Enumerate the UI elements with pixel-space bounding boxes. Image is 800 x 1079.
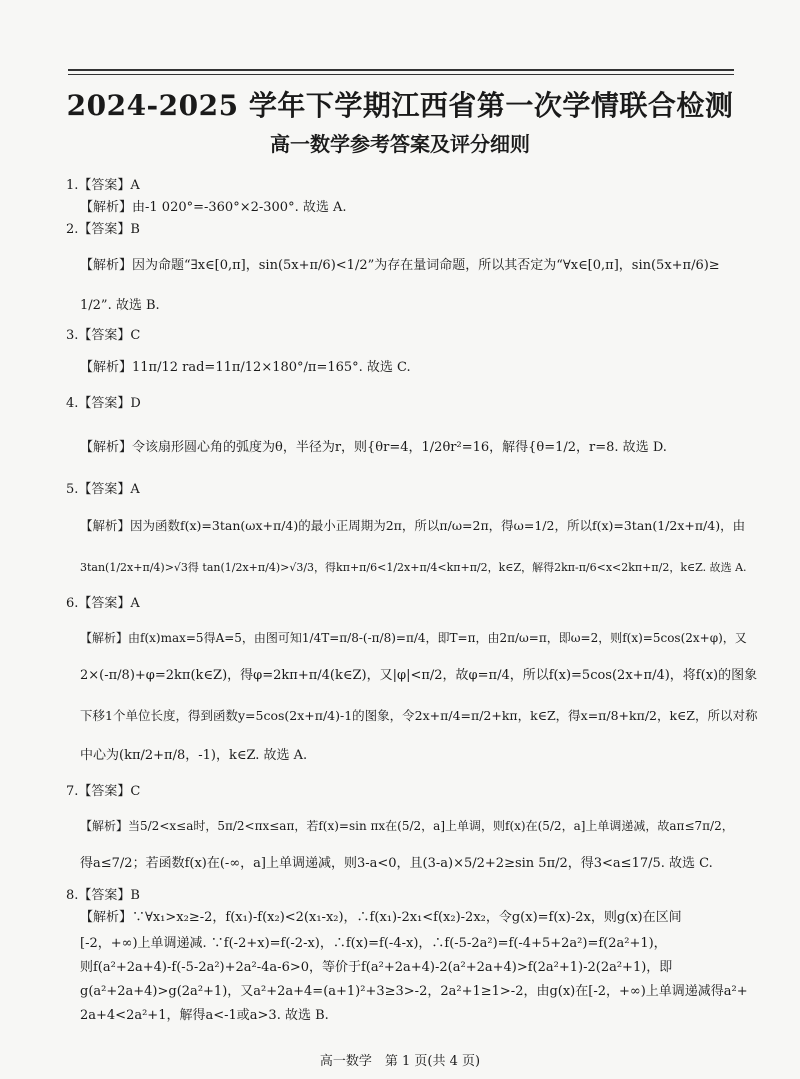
explanation-line: 【解析】因为函数f(x)=3tan(ωx+π/4)的最小正周期为2π，所以π/ω=2π，得ω=1/2，所以f(x)=3tan(1/2x+π/4)，由 <box>80 518 746 533</box>
explanation-line: 【解析】令该扇形圆心角的弧度为θ，半径为r，则{θr=4，1/2θr²=16，解得{θ=1/2，r=8. 故选 D. <box>80 440 667 455</box>
answer-line: 4.【答案】D <box>66 396 141 411</box>
explanation-line: 中心为(kπ/2+π/8，-1)，k∈Z. 故选 A. <box>80 748 308 763</box>
explanation-line: 【解析】当5/2<x≤a时，5π/2<πx≤aπ，若f(x)=sin πx在(5/2，a]上单调，则f(x)在(5/2，a]上单调递减，故aπ≤7π/2， <box>80 819 734 833</box>
explanation-line: 下移1个单位长度，得到函数y=5cos(2x+π/4)-1的图象，令2x+π/4=π/2+kπ，k∈Z，得x=π/8+kπ/2，k∈Z，所以对称 <box>80 708 758 723</box>
explanation-line: 【解析】由f(x)max=5得A=5，由图可知1/4T=π/8-(-π/8)=π/4，即T=π，由2π/ω=π，即ω=2，则f(x)=5cos(2x+φ)，又 <box>80 631 747 645</box>
header-rule-bottom <box>68 74 734 75</box>
answer-line: 3.【答案】C <box>66 328 141 343</box>
explanation-line: g(a²+2a+4)>g(2a²+1)，又a²+2a+4=(a+1)²+3≥3>-2，2a²+1≥1>-2，由g(x)在[-2，+∞)上单调递减得a²+ <box>80 984 748 999</box>
explanation-line: [-2，+∞)上单调递减. ∵f(-2+x)=f(-2-x)，∴f(x)=f(-4-x)，∴f(-5-2a²)=f(-4+5+2a²)=f(2a²+1)， <box>80 936 667 951</box>
answer-line: 8.【答案】B <box>66 888 140 903</box>
explanation-line: 【解析】因为命题“∃x∈[0,π]，sin(5x+π/6)<1/2”为存在量词命题，所以其否定为“∀x∈[0,π]，sin(5x+π/6)≥ <box>80 258 720 273</box>
explanation-line: 3tan(1/2x+π/4)>√3得 tan(1/2x+π/4)>√3/3，得kπ+π/6<1/2x+π/4<kπ+π/2，k∈Z，解得2kπ-π/6<x<2kπ+π/2，k∈Z. 故选 A. <box>80 561 747 574</box>
answer-line: 2.【答案】B <box>66 222 140 237</box>
page-title: 2024-2025 学年下学期江西省第一次学情联合检测 <box>66 89 734 122</box>
explanation-line: 得a≤7/2；若函数f(x)在(-∞，a]上单调递减，则3-a<0，且(3-a)×5/2+2≥sin 5π/2，得3<a≤17/5. 故选 C. <box>80 856 713 871</box>
page-footer: 高一数学 第 1 页(共 4 页) <box>319 1054 481 1069</box>
explanation-line: 2×(-π/8)+φ=2kπ(k∈Z)，得φ=2kπ+π/4(k∈Z)，又|φ|<π/2，故φ=π/4，所以f(x)=5cos(2x+π/4)，将f(x)的图象 <box>80 668 758 683</box>
explanation-line: 【解析】∵∀x₁>x₂≥-2，f(x₁)-f(x₂)<2(x₁-x₂)，∴f(x₁)-2x₁<f(x₂)-2x₂，令g(x)=f(x)-2x，则g(x)在区间 <box>80 910 682 925</box>
answer-line: 7.【答案】C <box>66 784 141 799</box>
explanation-line: 1/2”. 故选 B. <box>80 298 160 313</box>
header-rule-top <box>68 69 734 71</box>
explanation-line: 则f(a²+2a+4)-f(-5-2a²)+2a²-4a-6>0，等价于f(a²+2a+4)-2(a²+2a+4)>f(2a²+1)-2(2a²+1)，即 <box>80 960 673 975</box>
explanation-line: 【解析】11π/12 rad=11π/12×180°/π=165°. 故选 C. <box>80 360 411 375</box>
answer-line: 6.【答案】A <box>66 596 140 611</box>
page-subtitle: 高一数学参考答案及评分细则 <box>270 132 530 156</box>
answer-line: 5.【答案】A <box>66 482 140 497</box>
explanation-line: 【解析】由-1 020°=-360°×2-300°. 故选 A. <box>80 200 347 215</box>
answer-line: 1.【答案】A <box>66 178 140 193</box>
explanation-line: 2a+4<2a²+1，解得a<-1或a>3. 故选 B. <box>80 1008 329 1023</box>
